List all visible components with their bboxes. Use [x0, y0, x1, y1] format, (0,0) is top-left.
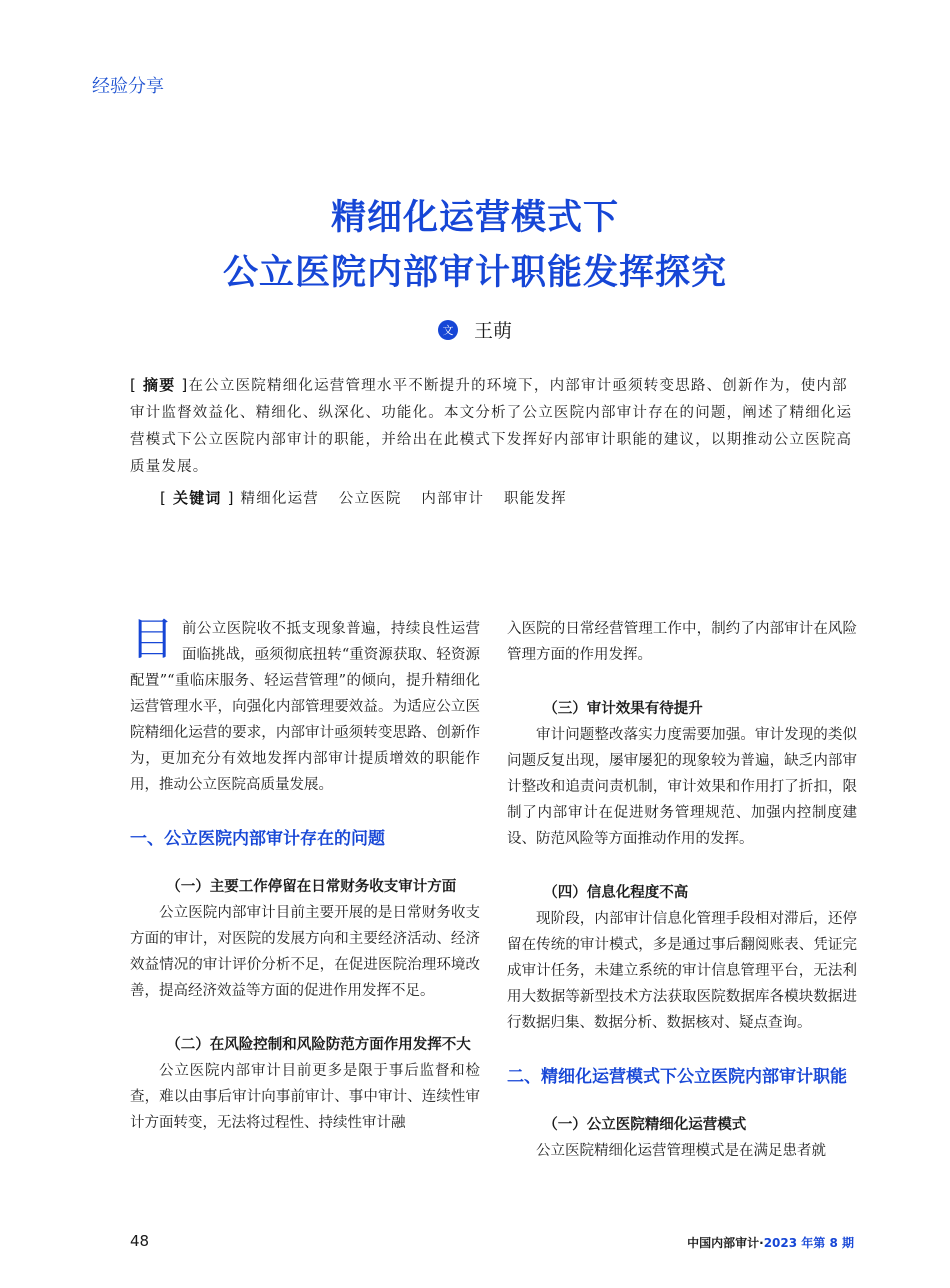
paragraph-1-1: 公立医院内部审计目前主要开展的是日常财务收支方面的审计，对医院的发展方向和主要经济活动、经济效益情况的审计评价分析不足，在促进医院治理环境改善，提高经济效益等方面的促进作用发挥不足。: [130, 905, 480, 999]
keyword: 职能发挥: [504, 491, 567, 507]
abstract-text: 在公立医院精细化运营管理水平不断提升的环境下，内部审计亟须转变思路、创新作为，使内部审计监督效益化、精细化、纵深化、功能化。本文分析了公立医院内部审计存在的问题，阐述了精细化运营模式下公立医院内部审计的职能，并给出在此模式下发挥好内部审计职能的建议，以期推动公立医院高质量发展。: [130, 378, 853, 475]
subsection-heading-1-1: （一）主要工作停留在日常财务收支审计方面: [166, 878, 457, 895]
page-number: 48: [130, 1232, 150, 1250]
abstract: [130, 372, 858, 481]
subsection-heading-1-3: （三）审计效果有待提升: [543, 700, 703, 717]
body-column-right: [507, 616, 857, 1164]
subsection-heading-1-2: （二）在风险控制和风险防范方面作用发挥不大: [166, 1036, 471, 1053]
paragraph-2-1: 公立医院精细化运营管理模式是在满足患者就: [536, 1143, 826, 1159]
author-name: 王萌: [473, 320, 512, 342]
section-tag: 经验分享: [92, 76, 164, 97]
intro-paragraph: 目前公立医院收不抵支现象普遍，持续良性运营面临挑战，亟须彻底扭转“重资源获取、轻资源配置”“重临床服务、轻运营管理”的倾向，提升精细化运营管理水平，向强化内部管理要效益。为适应公立医院精细化运营的要求，内部审计亟须转变思路、创新作为，更加充分有效地发挥内部审计提质增效的职能作用，推动公立医院高质量发展。: [130, 614, 480, 793]
section-heading-2: 二、精细化运营模式下公立医院内部审计职能: [507, 1067, 847, 1087]
keyword: 公立医院: [338, 491, 402, 507]
article-title-line-1: 精细化运营模式下: [330, 198, 619, 238]
paragraph-1-2: 公立医院内部审计目前更多是限于事后监督和检查，难以由事后审计向事前审计、事中审计、连续性审计方面转变，无法将过程性、持续性审计融: [130, 1063, 480, 1131]
author-marker-icon: 文: [438, 320, 458, 340]
journal-footer: [687, 1234, 854, 1251]
journal-name: 中国内部审计·: [687, 1236, 764, 1250]
section-heading-1: 一、公立医院内部审计存在的问题: [130, 829, 385, 849]
subsection-heading-2-1: （一）公立医院精细化运营模式: [543, 1116, 747, 1133]
keywords: [160, 487, 860, 508]
abstract-label: [ 摘要 ]: [130, 376, 189, 394]
keywords-label: [ 关键词 ]: [160, 489, 235, 507]
journal-issue: 2023 年第 8 期: [763, 1236, 854, 1250]
paragraph-1-2-continued: 入医院的日常经营管理工作中，制约了内部审计在风险管理方面的作用发挥。: [507, 621, 857, 663]
subsection-heading-1-4: （四）信息化程度不高: [543, 884, 689, 901]
author-line: [0, 316, 950, 343]
paragraph-1-4: 现阶段，内部审计信息化管理手段相对滞后，还停留在传统的审计模式，多是通过事后翻阅账表、凭证完成审计任务，未建立系统的审计信息管理平台，无法利用大数据等新型技术方法获取医院数据库各模块数据进行数据归集、数据分析、数据核对、疑点查询。: [507, 911, 857, 1031]
keyword: 精细化运营: [240, 491, 319, 507]
body-column-left: [130, 616, 480, 1136]
paragraph-1-3: 审计问题整改落实力度需要加强。审计发现的类似问题反复出现，屡审屡犯的现象较为普遍，缺乏内部审计整改和追责问责机制，审计效果和作用打了折扣，限制了内部审计在促进财务管理规范、加强内控制度建设、防范风险等方面推动作用的发挥。: [507, 727, 857, 847]
keyword: 内部审计: [421, 491, 485, 507]
drop-cap: 目: [130, 614, 174, 665]
article-title-line-2: 公立医院内部审计职能发挥探究: [222, 253, 727, 293]
